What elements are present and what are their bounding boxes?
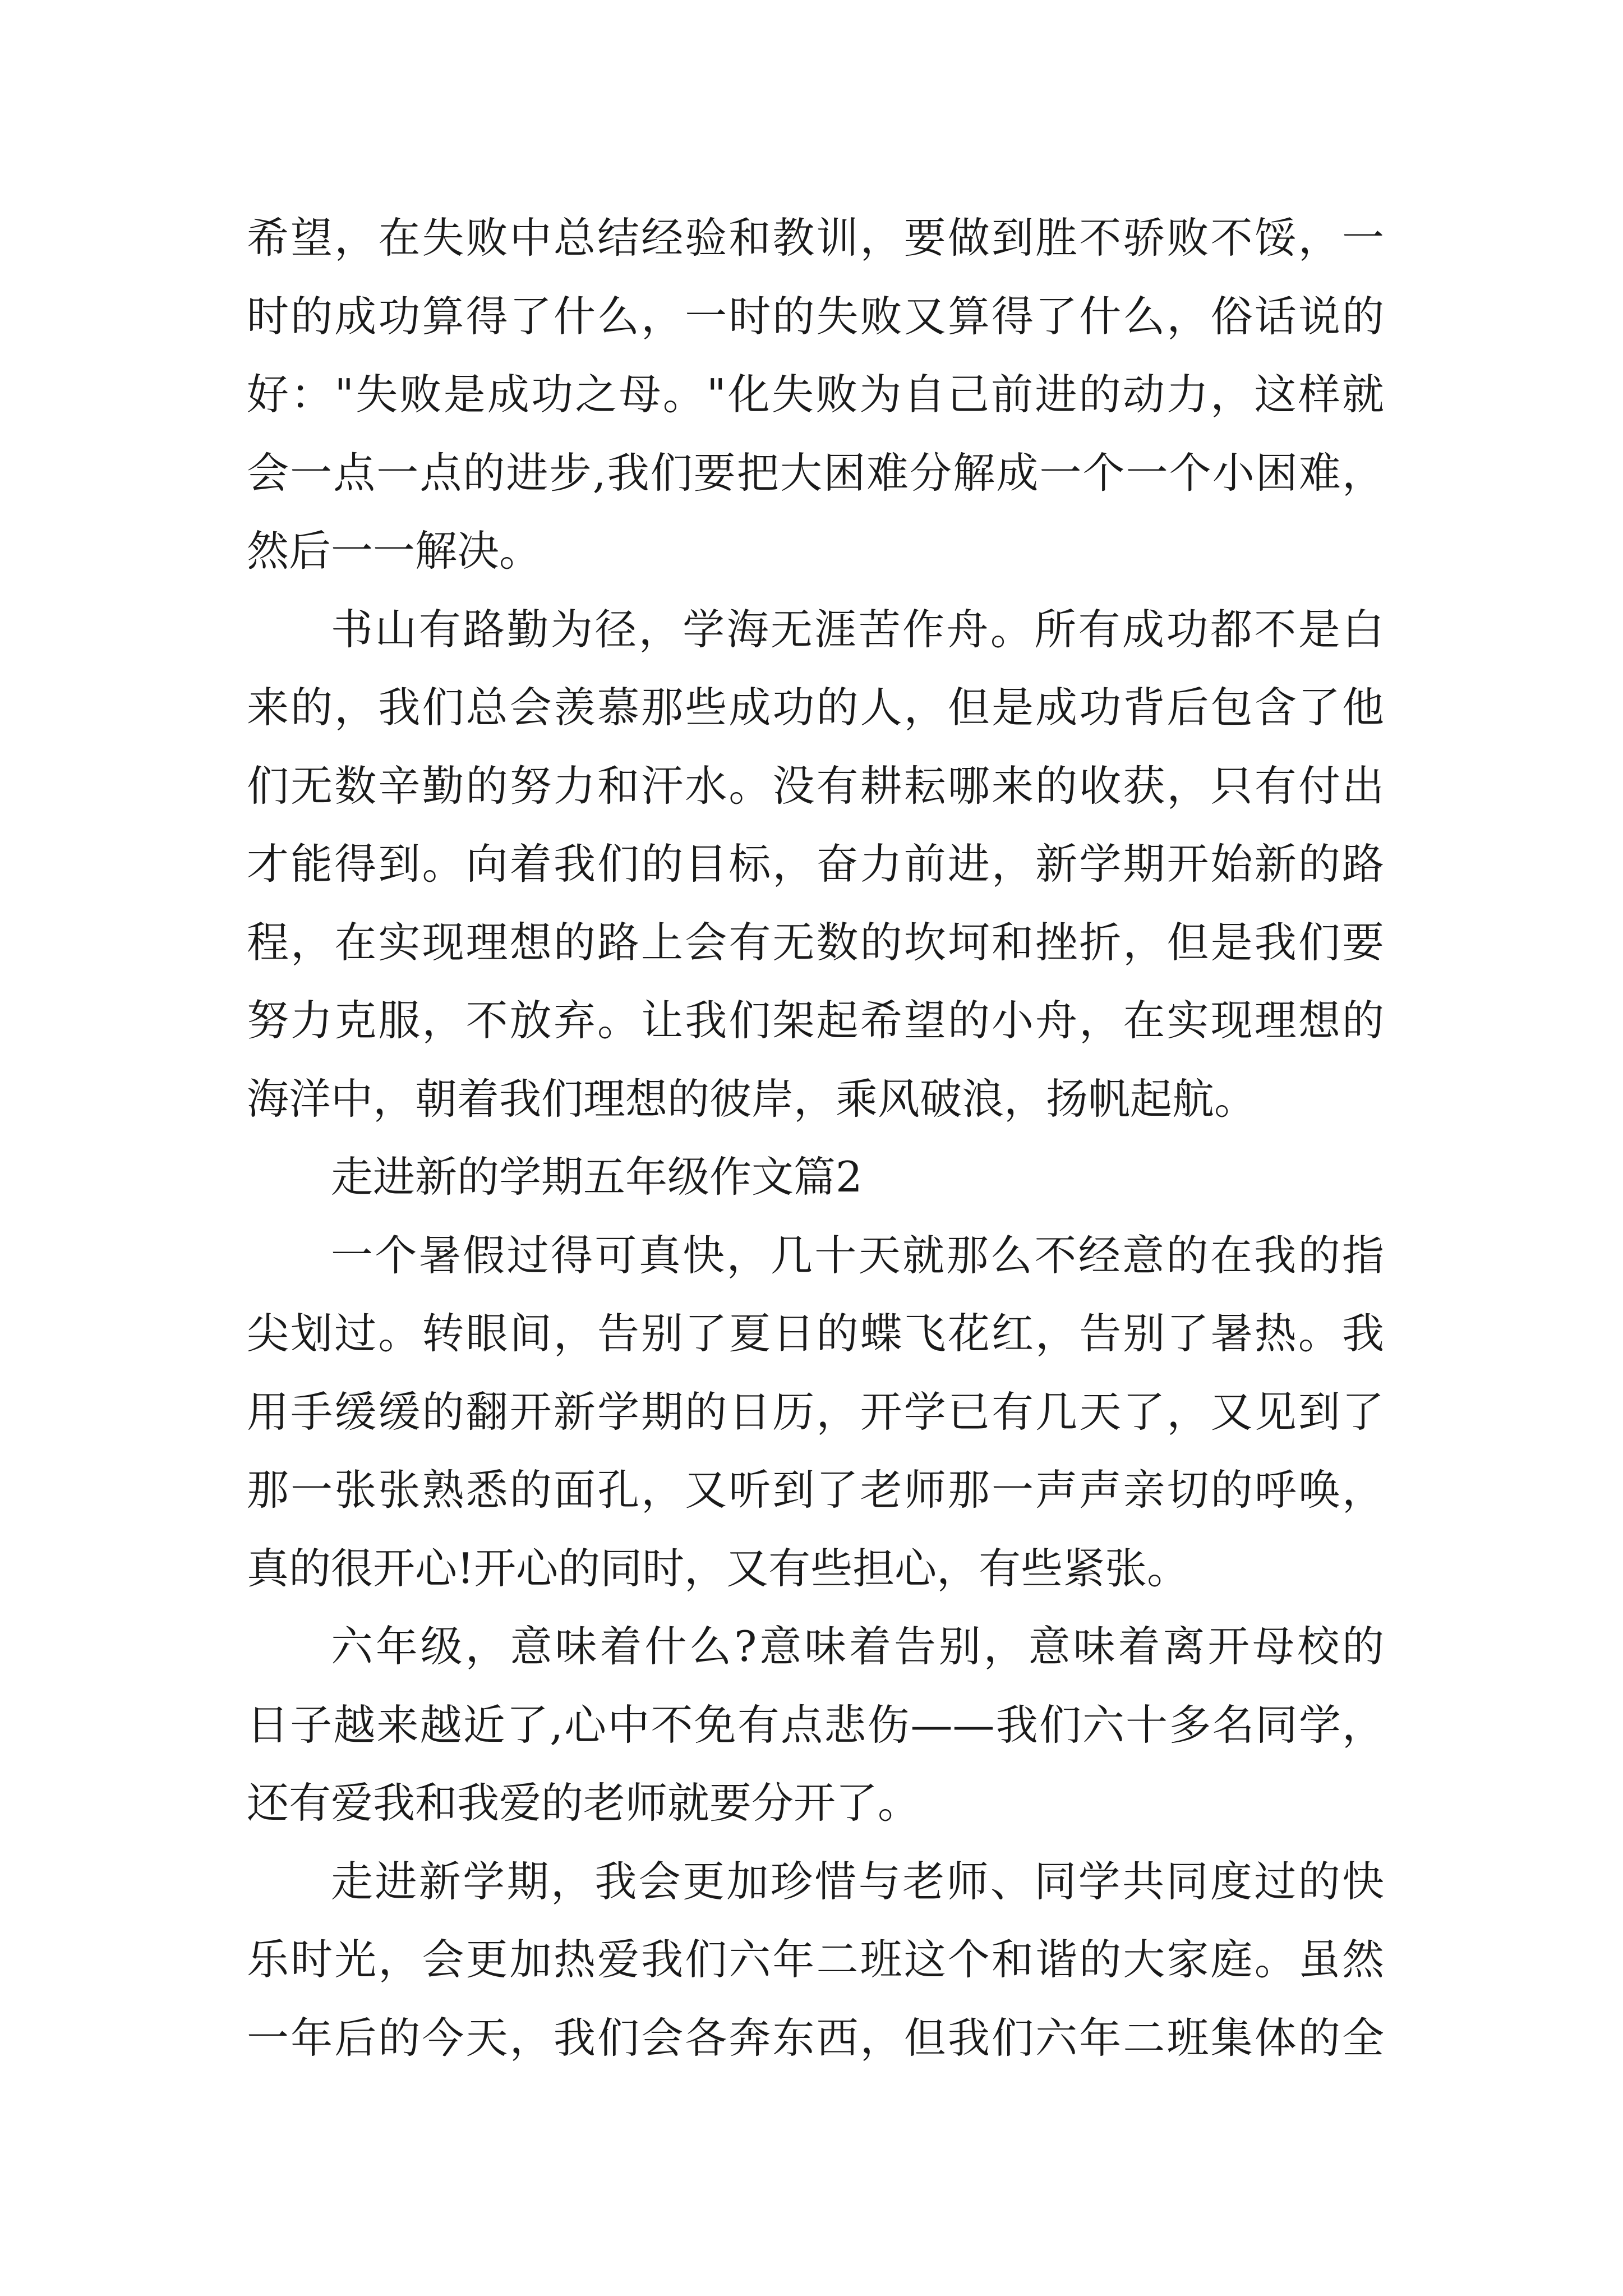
text-line: 好："失败是成功之母。"化失败为自己前进的动力，这样就 [247, 370, 1384, 419]
text-line: 那一张张熟悉的面孔，又听到了老师那一声声亲切的呼唤， [247, 1465, 1384, 1515]
paragraph-first-line: 书山有路勤为径，学海无涯苦作舟。所有成功都不是白 [331, 604, 1384, 654]
text-line: 时的成功算得了什么，一时的失败又算得了什么，俗话说的 [247, 291, 1384, 341]
text-line: 用手缓缓的翻开新学期的日历，开学已有几天了，又见到了 [247, 1387, 1384, 1437]
text-line: 来的，我们总会羡慕那些成功的人，但是成功背后包含了他 [247, 683, 1384, 732]
text-line: 努力克服，不放弃。让我们架起希望的小舟，在实现理想的 [247, 996, 1384, 1045]
text-line: 们无数辛勤的努力和汗水。没有耕耘哪来的收获，只有付出 [247, 761, 1384, 811]
text-line: 才能得到。向着我们的目标，奋力前进，新学期开始新的路 [247, 839, 1384, 889]
text-line: 会一点一点的进步,我们要把大困难分解成一个一个小困难， [247, 448, 1384, 498]
text-line: 海洋中，朝着我们理想的彼岸，乘风破浪，扬帆起航。 [247, 1074, 1257, 1124]
text-line: 尖划过。转眼间，告别了夏日的蝶飞花红，告别了暑热。我 [247, 1309, 1384, 1358]
paragraph-first-line: 六年级，意味着什么?意味着告别，意味着离开母校的 [331, 1622, 1384, 1671]
document-body [247, 199, 1384, 2077]
text-line: 程，在实现理想的路上会有无数的坎坷和挫折，但是我们要 [247, 917, 1384, 967]
text-line: 希望，在失败中总结经验和教训，要做到胜不骄败不馁，一 [247, 213, 1384, 263]
text-line: 还有爱我和我爱的老师就要分开了。 [247, 1778, 920, 1828]
text-line: 乐时光，会更加热爱我们六年二班这个和谐的大家庭。虽然 [247, 1935, 1384, 1984]
text-line: 一年后的今天，我们会各奔东西，但我们六年二班集体的全 [247, 2013, 1384, 2063]
section-heading: 走进新的学期五年级作文篇2 [331, 1152, 863, 1202]
text-line: 真的很开心!开心的同时，又有些担心，有些紧张。 [247, 1543, 1189, 1593]
text-line: 日子越来越近了,心中不免有点悲伤——我们六十多名同学， [247, 1700, 1384, 1750]
text-line: 然后一一解决。 [247, 526, 542, 576]
paragraph-first-line: 走进新学期，我会更加珍惜与老师、同学共同度过的快 [331, 1856, 1384, 1906]
paragraph-first-line: 一个暑假过得可真快，几十天就那么不经意的在我的指 [331, 1230, 1384, 1280]
